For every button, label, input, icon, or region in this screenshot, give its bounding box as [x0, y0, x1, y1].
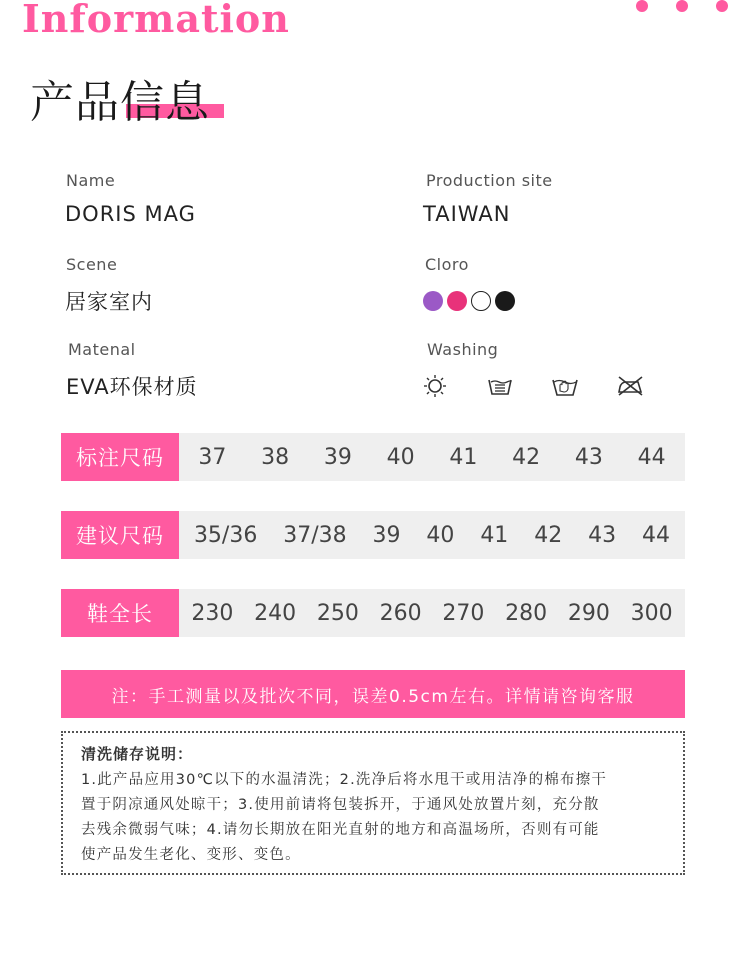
row-label: 建议尺码 — [61, 511, 179, 559]
row-values — [179, 511, 685, 559]
size-cell: 43 — [574, 444, 603, 470]
dot-3 — [716, 0, 728, 12]
wash-basin-icon — [551, 374, 579, 402]
name-label: Name — [66, 171, 116, 190]
row-label: 标注尺码 — [61, 433, 179, 481]
section-heading — [30, 66, 210, 130]
size-cell: 37/38 — [283, 522, 347, 548]
scene-label: Scene — [66, 255, 118, 274]
color-swatch — [471, 291, 491, 311]
no-iron-icon — [616, 374, 644, 402]
size-cell: 42 — [534, 522, 563, 548]
color-swatches — [423, 291, 515, 311]
row-values — [179, 433, 685, 481]
color-swatch — [423, 291, 443, 311]
material-label: Matenal — [68, 340, 136, 359]
size-cell: 41 — [449, 444, 478, 470]
care-line: 置于阴凉通风处晾干；3.使用前请将包装拆开，于通风处放置片刻，充分散 — [81, 797, 600, 813]
color-label: Cloro — [425, 255, 469, 274]
site-value: TAIWAN — [423, 202, 511, 226]
name-value: DORIS MAG — [65, 202, 196, 226]
size-cell: 44 — [637, 444, 666, 470]
size-cell: 300 — [630, 600, 673, 626]
care-line: 1.此产品应用30℃以下的水温清洗；2.洗净后将水甩干或用洁净的棉布擦干 — [81, 772, 608, 788]
size-cell: 43 — [588, 522, 617, 548]
size-cell: 230 — [191, 600, 234, 626]
size-cell: 44 — [641, 522, 670, 548]
dot-2 — [676, 0, 688, 12]
size-cell: 280 — [505, 600, 548, 626]
size-cell: 42 — [512, 444, 541, 470]
row-values — [179, 589, 685, 637]
measurement-note: 注：手工测量以及批次不同，误差0.5cm左右。详情请咨询客服 — [61, 670, 685, 718]
washing-label: Washing — [427, 340, 499, 359]
size-cell: 250 — [316, 600, 359, 626]
size-cell: 39 — [372, 522, 401, 548]
size-cell: 35/36 — [193, 522, 258, 548]
size-row-length — [61, 589, 685, 637]
size-cell: 41 — [480, 522, 509, 548]
material-value: EVA环保材质 — [66, 375, 198, 399]
color-swatch — [447, 291, 467, 311]
dot-1 — [636, 0, 648, 12]
size-cell: 240 — [254, 600, 297, 626]
color-swatch — [495, 291, 515, 311]
size-cell: 37 — [198, 444, 227, 470]
size-cell: 40 — [426, 522, 455, 548]
size-cell: 38 — [261, 444, 290, 470]
washing-icons — [421, 374, 644, 402]
scene-value: 居家室内 — [65, 290, 153, 314]
size-cell: 260 — [379, 600, 422, 626]
hand-wash-icon — [486, 374, 514, 402]
sun-dry-icon — [421, 374, 449, 402]
page-title: 产品信息 — [30, 77, 210, 128]
decorative-dots — [636, 0, 728, 12]
size-cell: 40 — [386, 444, 415, 470]
care-line: 去残余微弱气味；4.请勿长期放在阳光直射的地方和高温场所，否则有可能 — [81, 822, 600, 838]
site-label: Production site — [426, 171, 553, 190]
size-row-suggested — [61, 511, 685, 559]
size-cell: 270 — [442, 600, 485, 626]
care-instructions — [61, 731, 685, 875]
size-cell: 290 — [567, 600, 610, 626]
care-line: 使产品发生老化、变形、变色。 — [81, 847, 301, 863]
care-title: 清洗储存说明： — [81, 745, 194, 763]
size-cell: 39 — [323, 444, 352, 470]
size-row-marked — [61, 433, 685, 481]
brand-title: Information — [22, 0, 290, 41]
row-label: 鞋全长 — [61, 589, 179, 637]
